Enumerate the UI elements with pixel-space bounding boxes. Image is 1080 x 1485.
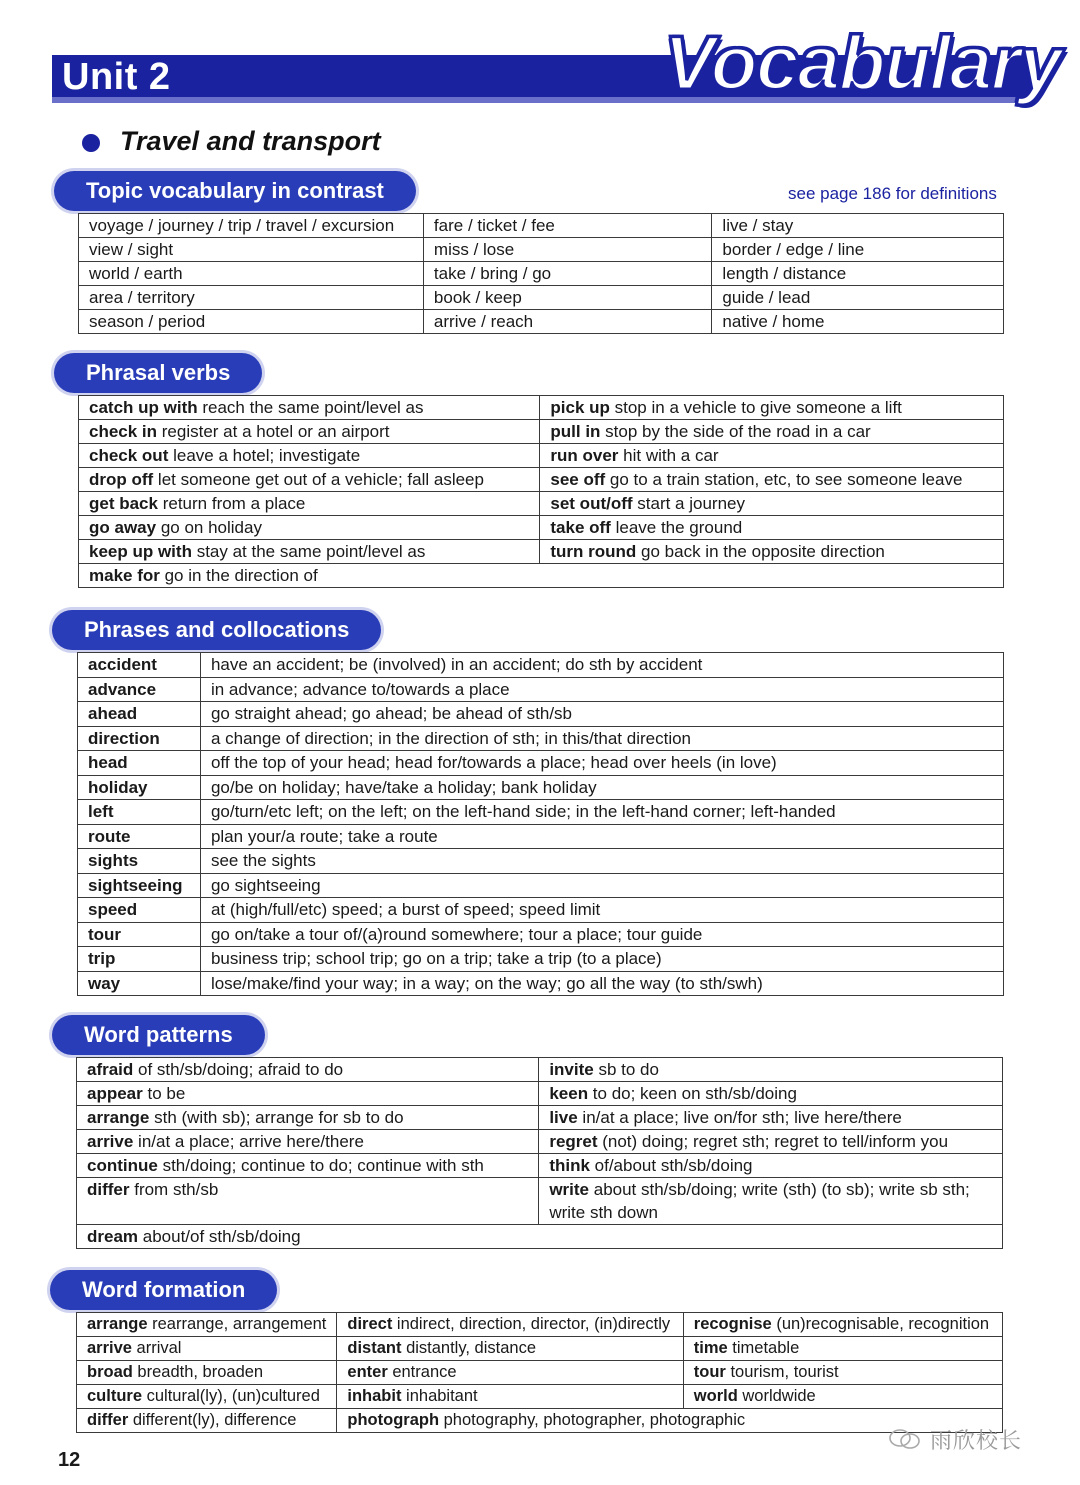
table-row <box>78 702 1004 727</box>
term: sights <box>88 851 139 870</box>
definition: to do; keen on sth/sb/doing <box>588 1084 797 1103</box>
definition: go sightseeing <box>200 873 1003 898</box>
table-cell: miss / lose <box>423 238 712 262</box>
definition: go/turn/etc left; on the left; on the left-hand side; in the left-hand corner; left-handed <box>200 800 1003 825</box>
table-row <box>77 1154 1003 1178</box>
table-cell: fare / ticket / fee <box>423 214 712 238</box>
table-cell <box>77 1130 539 1154</box>
table-cell: guide / lead <box>712 286 1004 310</box>
table-cell <box>683 1385 1002 1409</box>
table-cell <box>683 1337 1002 1361</box>
table-cell: world / earth <box>79 262 424 286</box>
term: way <box>88 973 121 993</box>
term: check out <box>89 446 169 465</box>
table-cell <box>683 1361 1002 1385</box>
word-patterns-heading: Word patterns <box>52 1015 265 1055</box>
table-row <box>79 492 1004 516</box>
table-cell <box>77 1082 539 1106</box>
definition: in advance; advance to/towards a place <box>200 677 1003 702</box>
definition: plan your/a route; take a route <box>200 824 1003 849</box>
table-row <box>79 468 1004 492</box>
definition: about/of sth/sb/doing <box>138 1227 301 1246</box>
table-cell <box>78 751 201 776</box>
definition: sb to do <box>593 1060 659 1079</box>
definition: entrance <box>387 1363 457 1381</box>
table-cell <box>79 516 540 540</box>
term: catch up with <box>89 398 198 417</box>
term: time <box>693 1339 728 1357</box>
table-cell <box>77 1178 539 1225</box>
definition: go/be on holiday; have/take a holiday; bank holiday <box>200 775 1003 800</box>
definition: stop in a vehicle to give someone a lift <box>609 398 902 417</box>
definition: leave a hotel; investigate <box>168 446 361 465</box>
definition: indirect, direction, director, (in)directly <box>392 1315 671 1333</box>
unit-title: Unit 2 <box>62 56 171 98</box>
definition: to be <box>142 1084 186 1103</box>
vocabulary-title: Vocabulary <box>664 21 1061 106</box>
table-cell <box>540 492 1004 516</box>
term: route <box>88 826 131 846</box>
definition: write sth down <box>549 1203 658 1222</box>
table-row <box>78 849 1004 874</box>
table-cell <box>77 1225 1003 1249</box>
term: advance <box>88 679 157 699</box>
phrasal-verbs-heading: Phrasal verbs <box>54 353 262 393</box>
table-row <box>78 873 1004 898</box>
definition: tourism, tourist <box>725 1363 839 1381</box>
definition: sth/doing; continue to do; continue with sth <box>157 1156 484 1175</box>
table-row <box>79 262 1004 286</box>
term: arrange <box>87 1108 150 1127</box>
table-row <box>79 420 1004 444</box>
table-row <box>77 1058 1003 1082</box>
term: direct <box>347 1315 393 1333</box>
table-cell <box>77 1361 337 1385</box>
term: direction <box>88 728 160 748</box>
table-cell <box>78 971 201 996</box>
term: broad <box>87 1363 133 1381</box>
table-cell <box>77 1385 337 1409</box>
table-cell <box>78 898 201 923</box>
table-row <box>77 1313 1003 1337</box>
definition: from sth/sb <box>129 1180 219 1199</box>
term: write <box>549 1180 590 1199</box>
definition: have an accident; be (involved) in an accident; do sth by accident <box>200 653 1003 678</box>
table-row <box>77 1409 1003 1433</box>
definition: lose/make/find your way; in a way; on the way; go all the way (to sth/swh) <box>200 971 1003 996</box>
table-cell <box>337 1313 683 1337</box>
definition: worldwide <box>737 1387 816 1405</box>
topic-vocabulary-table <box>78 213 1004 334</box>
table-cell <box>77 1313 337 1337</box>
term: distant <box>347 1339 402 1357</box>
term: see off <box>550 470 606 489</box>
table-row <box>78 751 1004 776</box>
term: invite <box>549 1060 594 1079</box>
definition: see the sights <box>200 849 1003 874</box>
word-formation-table <box>76 1312 1003 1433</box>
table-row <box>79 540 1004 564</box>
definition: photography, photographer, photographic <box>439 1411 746 1429</box>
term: differ <box>87 1180 130 1199</box>
page-number: 12 <box>58 1449 81 1471</box>
term: go away <box>89 518 157 537</box>
term: left <box>88 802 114 821</box>
table-cell <box>77 1409 337 1433</box>
term: afraid <box>87 1060 134 1079</box>
definition: start a journey <box>632 494 745 513</box>
definition: off the top of your head; head for/towards a place; head over heels (in love) <box>200 751 1003 776</box>
table-cell <box>79 564 1004 588</box>
definition: leave the ground <box>610 518 743 537</box>
table-cell <box>78 677 201 702</box>
definition: hit with a car <box>618 446 719 465</box>
term: dream <box>87 1227 139 1246</box>
definition: distantly, distance <box>401 1339 536 1357</box>
table-cell <box>540 540 1004 564</box>
definition: go to a train station, etc, to see someone leave <box>605 470 963 489</box>
table-cell <box>539 1058 1003 1082</box>
term: make for <box>89 566 160 585</box>
definition: reach the same point/level as <box>197 398 424 417</box>
definition: go straight ahead; go ahead; be ahead of sth/sb <box>200 702 1003 727</box>
term: turn round <box>550 542 637 561</box>
definition: stop by the side of the road in a car <box>600 422 871 441</box>
definition: go back in the opposite direction <box>636 542 885 561</box>
section-title: Travel and transport <box>120 126 381 156</box>
table-row <box>78 653 1004 678</box>
term: trip <box>88 949 116 968</box>
table-cell: live / stay <box>712 214 1004 238</box>
table-row <box>79 214 1004 238</box>
table-cell: border / edge / line <box>712 238 1004 262</box>
word-formation-heading: Word formation <box>50 1270 277 1310</box>
table-row <box>78 947 1004 972</box>
term: photograph <box>347 1411 440 1429</box>
table-cell <box>77 1106 539 1130</box>
table-cell <box>78 947 201 972</box>
table-cell <box>540 444 1004 468</box>
table-row <box>78 726 1004 751</box>
table-cell <box>79 492 540 516</box>
table-cell: native / home <box>712 310 1004 334</box>
definition: go on holiday <box>156 518 262 537</box>
table-row <box>79 238 1004 262</box>
definition: (un)recognisable, recognition <box>771 1315 990 1333</box>
term: drop off <box>89 470 154 489</box>
definition: business trip; school trip; go on a trip; take a trip (to a place) <box>200 947 1003 972</box>
term: think <box>549 1156 590 1175</box>
definition: (not) doing; regret sth; regret to tell/inform you <box>597 1132 949 1151</box>
table-cell <box>77 1154 539 1178</box>
term: run over <box>550 446 619 465</box>
table-cell <box>337 1337 683 1361</box>
definition: go in the direction of <box>159 566 318 585</box>
table-row <box>78 775 1004 800</box>
definition: register at a hotel or an airport <box>157 422 390 441</box>
term: live <box>549 1108 578 1127</box>
table-cell <box>78 824 201 849</box>
definition: rearrange, arrangement <box>147 1315 327 1333</box>
definition: about sth/sb/doing; write (sth) (to sb); write sb sth; <box>589 1180 970 1199</box>
table-cell <box>78 702 201 727</box>
term: recognise <box>693 1315 772 1333</box>
definition: go on/take a tour of/(a)round somewhere; tour a place; tour guide <box>200 922 1003 947</box>
term: get back <box>89 494 158 513</box>
table-cell <box>540 468 1004 492</box>
term: sightseeing <box>88 875 183 895</box>
topic-vocabulary-heading: Topic vocabulary in contrast <box>54 171 416 211</box>
term: tour <box>693 1363 726 1381</box>
term: keep up with <box>89 542 192 561</box>
definition: of/about sth/sb/doing <box>589 1156 753 1175</box>
table-cell <box>77 1058 539 1082</box>
table-cell <box>540 420 1004 444</box>
table-cell <box>539 1130 1003 1154</box>
table-cell: length / distance <box>712 262 1004 286</box>
phrases-collocations-table <box>77 652 1004 996</box>
table-row <box>78 971 1004 996</box>
table-cell <box>78 775 201 800</box>
word-patterns-table <box>76 1057 1003 1249</box>
definition: stay at the same point/level as <box>191 542 426 561</box>
term: set out/off <box>550 494 633 513</box>
term: regret <box>549 1132 598 1151</box>
table-cell: season / period <box>79 310 424 334</box>
definition: of sth/sb/doing; afraid to do <box>133 1060 344 1079</box>
table-cell <box>78 653 201 678</box>
term: arrange <box>87 1315 148 1333</box>
table-cell: take / bring / go <box>423 262 712 286</box>
table-cell <box>683 1313 1002 1337</box>
term: accident <box>88 655 157 674</box>
table-cell: voyage / journey / trip / travel / excursion <box>79 214 424 238</box>
table-cell <box>79 444 540 468</box>
table-cell: view / sight <box>79 238 424 262</box>
definition: different(ly), difference <box>128 1411 297 1429</box>
wechat-icon <box>888 1428 922 1450</box>
table-row <box>79 444 1004 468</box>
table-cell <box>78 800 201 825</box>
table-row <box>77 1337 1003 1361</box>
table-cell <box>539 1178 1003 1225</box>
table-cell <box>539 1082 1003 1106</box>
table-row <box>79 564 1004 588</box>
table-row <box>77 1385 1003 1409</box>
definition: in/at a place; arrive here/there <box>133 1132 364 1151</box>
definition: inhabitant <box>401 1387 478 1405</box>
definition: timetable <box>727 1339 800 1357</box>
term: appear <box>87 1084 143 1103</box>
table-cell <box>77 1337 337 1361</box>
term: differ <box>87 1411 129 1429</box>
table-cell <box>540 516 1004 540</box>
term: take off <box>550 518 611 537</box>
table-cell <box>337 1361 683 1385</box>
table-row <box>77 1178 1003 1225</box>
table-cell <box>78 873 201 898</box>
term: arrive <box>87 1132 134 1151</box>
table-row <box>79 286 1004 310</box>
definition: cultural(ly), (un)cultured <box>142 1387 320 1405</box>
table-row <box>78 922 1004 947</box>
table-cell: area / territory <box>79 286 424 310</box>
table-row <box>77 1130 1003 1154</box>
table-row <box>78 824 1004 849</box>
definition: in/at a place; live on/for sth; live here/there <box>577 1108 902 1127</box>
term: pick up <box>550 398 610 417</box>
table-cell: book / keep <box>423 286 712 310</box>
table-cell <box>337 1385 683 1409</box>
table-cell <box>79 468 540 492</box>
term: speed <box>88 900 138 919</box>
definition: arrival <box>131 1339 182 1357</box>
table-cell <box>79 540 540 564</box>
term: check in <box>89 422 158 441</box>
table-row <box>79 310 1004 334</box>
table-cell <box>539 1154 1003 1178</box>
table-row <box>79 516 1004 540</box>
table-row <box>79 396 1004 420</box>
term: culture <box>87 1387 143 1405</box>
term: continue <box>87 1156 158 1175</box>
definitions-note: see page 186 for definitions <box>788 184 997 203</box>
phrases-collocations-heading: Phrases and collocations <box>52 610 381 650</box>
term: ahead <box>88 704 138 723</box>
term: keen <box>549 1084 589 1103</box>
table-cell <box>540 396 1004 420</box>
table-cell <box>78 922 201 947</box>
table-row <box>77 1361 1003 1385</box>
term: enter <box>347 1363 388 1381</box>
term: head <box>88 753 128 772</box>
definition: a change of direction; in the direction of sth; in this/that direction <box>200 726 1003 751</box>
table-row <box>77 1225 1003 1249</box>
term: inhabit <box>347 1387 402 1405</box>
term: world <box>693 1387 738 1405</box>
watermark: 雨欣校长 <box>930 1428 1023 1453</box>
table-row <box>78 677 1004 702</box>
table-row <box>77 1106 1003 1130</box>
definition: let someone get out of a vehicle; fall asleep <box>153 470 484 489</box>
table-cell <box>78 726 201 751</box>
table-cell <box>539 1106 1003 1130</box>
phrasal-verbs-table <box>78 395 1004 588</box>
table-cell: arrive / reach <box>423 310 712 334</box>
definition: sth (with sb); arrange for sb to do <box>149 1108 404 1127</box>
term: arrive <box>87 1339 132 1357</box>
definition: return from a place <box>157 494 306 513</box>
term: holiday <box>88 777 148 797</box>
term: tour <box>88 924 122 944</box>
table-cell <box>78 849 201 874</box>
definition: breadth, broaden <box>132 1363 264 1381</box>
table-row <box>78 898 1004 923</box>
table-cell <box>79 420 540 444</box>
definition: at (high/full/etc) speed; a burst of speed; speed limit <box>200 898 1003 923</box>
table-cell <box>79 396 540 420</box>
table-row <box>77 1082 1003 1106</box>
table-row <box>78 800 1004 825</box>
term: pull in <box>550 422 601 441</box>
